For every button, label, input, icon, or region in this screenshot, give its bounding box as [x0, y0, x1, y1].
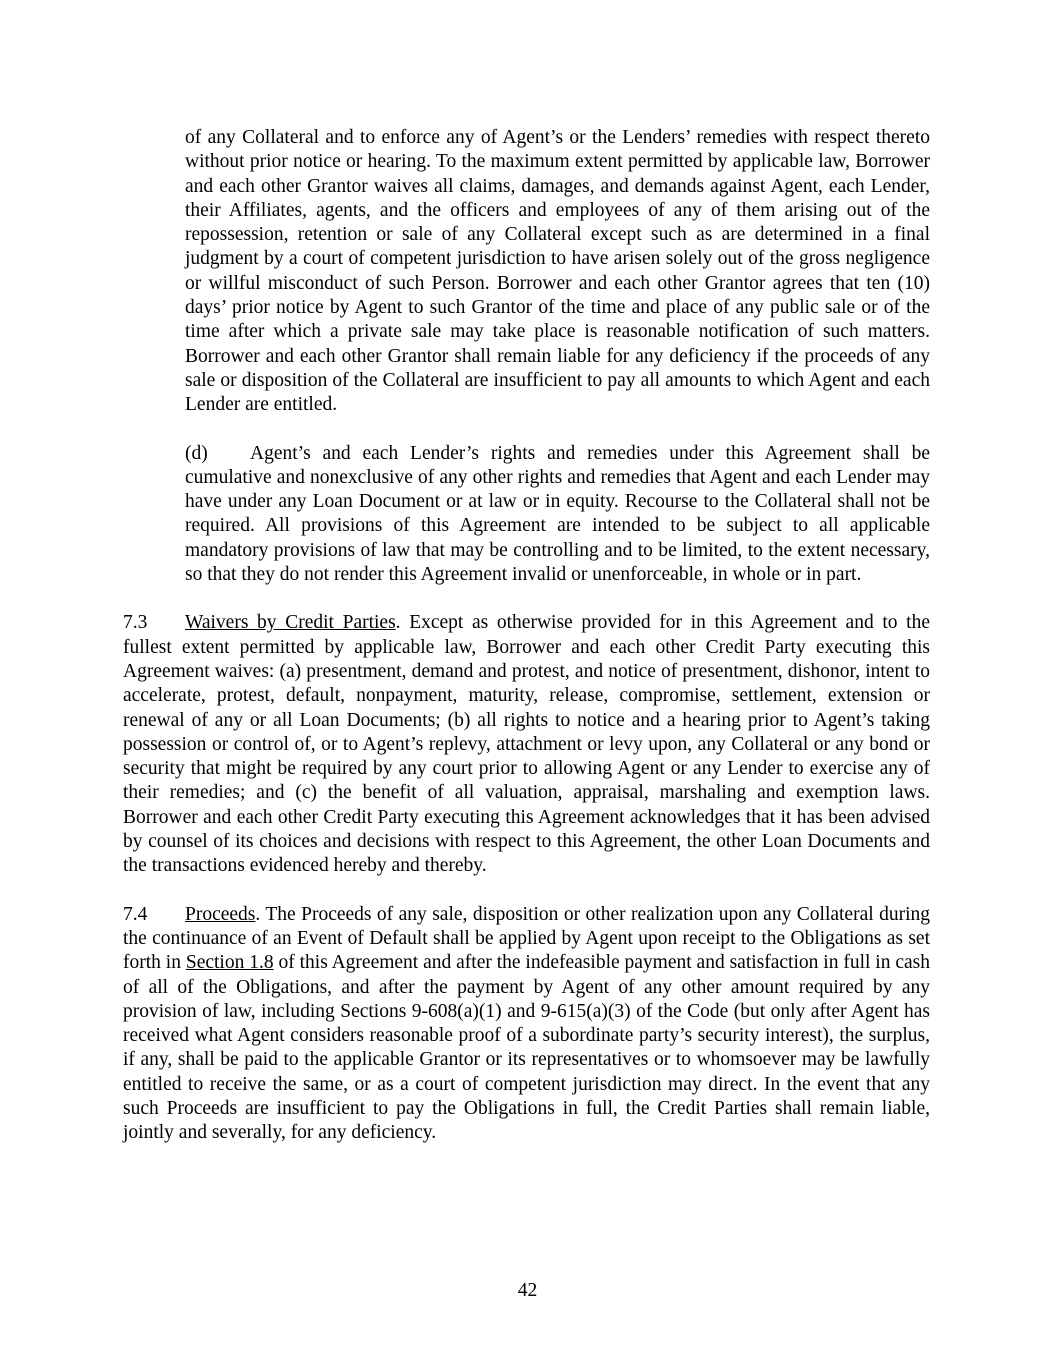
section-7-3 [123, 611, 930, 878]
section-text: . The Proceeds of any sale, disposition or other realization upon any Collateral during the continuance of an Event of Default shall be applied by Agent upon receipt to the Obligations as set forth in [123, 903, 930, 974]
section-text: of this Agreement and after the indefeasible payment and satisfaction in full in cash of all of the Obligations, and after the payment by Agent of any other amount required by any provision of law, including Sections 9-608(a)(1) and 9-615(a)(3) of the Code (but only after Agent has received what Agent considers reasonable proof of a subordinate party’s security interest), the surplus, if any, shall be paid to the applicable Grantor or its representatives or to whomsoever may be lawfully entitled to receive the same, or as a court of competent jurisdiction may direct. In the event that any such Proceeds are insufficient to pay the Obligations in full, the Credit Parties shall remain liable, jointly and severally, for any deficiency. [123, 952, 930, 1144]
paragraph-text: of any Collateral and to enforce any of Agent’s or the Lenders’ remedies with respect thereto without prior notice or hearing. To the maximum extent permitted by applicable law, Borrower and each other Grantor waives all claims, damages, and demands against Agent, each Lender, their Affiliates, agents, and the officers and employees of any of them arising out of the repossession, retention or sale of any Collateral except such as are determined in a final judgment by a court of competent jurisdiction to have arisen solely out of the gross negligence or willful misconduct of such Person. Borrower and each other Grantor agrees that ten (10) days’ prior notice by Agent to such Grantor of the time and place of any public sale or of the time after which a private sale may take place is reasonable notification of such matters. Borrower and each other Grantor shall remain liable for any deficiency if the proceeds of any sale or disposition of the Collateral are insufficient to pay all amounts to which Agent and each Lender are entitled. [185, 127, 930, 416]
paragraph-continuation [185, 126, 930, 418]
section-heading: Waivers by Credit Parties [185, 612, 396, 634]
document-content [123, 126, 930, 1146]
paragraph-text: Agent’s and each Lender’s rights and remedies under this Agreement shall be cumulative and nonexclusive of any other rights and remedies that Agent and each Lender may have under any Loan Document or at law or in equity. Recourse to the Collateral shall not be required. All provisions of this Agreement are intended to be subject to all applicable mandatory provisions of law that may be controlling and to be limited, to the extent necessary, so that they do not render this Agreement invalid or unenforceable, in whole or in part. [185, 442, 930, 586]
section-number: 7.4 [123, 903, 148, 925]
section-7-4 [123, 903, 930, 1146]
clause-label: (d) [185, 442, 208, 464]
section-heading: Proceeds [185, 903, 256, 925]
section-reference: Section 1.8 [185, 952, 274, 974]
paragraph-clause-d [185, 442, 930, 588]
page-number: 42 [517, 1279, 538, 1301]
section-number: 7.3 [123, 612, 148, 634]
section-text: . Except as otherwise provided for in this Agreement and to the fullest extent permitted by applicable law, Borrower and each other Credit Party executing this Agreement waives: (a) presentment, demand and protest, and notice of presentment, dishonor, intent to accelerate, protest, default, nonpayment, maturity, release, compromise, settlement, extension or renewal of any or all Loan Documents; (b) all rights to notice and a hearing prior to Agent’s taking possession or control of, or to Agent’s replevy, attachment or levy upon, any Collateral or any bond or security that might be required by any court prior to allowing Agent or any Lender to exercise any of their remedies; and (c) the benefit of all valuation, appraisal, marshaling and exemption laws. Borrower and each other Credit Party executing this Agreement acknowledges that it has been advised by counsel of its choices and decisions with respect to this Agreement, the other Loan Documents and the transactions evidenced hereby and thereby. [123, 612, 930, 877]
